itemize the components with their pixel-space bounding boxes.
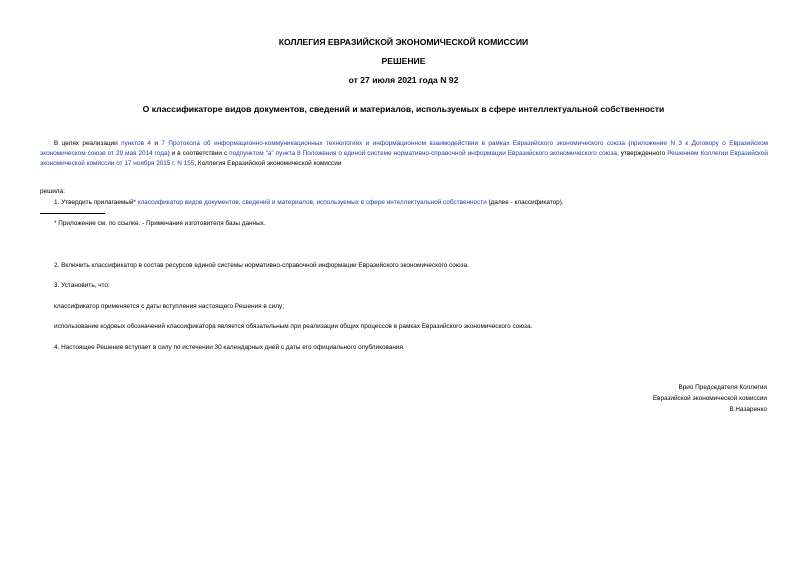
preamble-text: и <box>150 140 162 147</box>
link-decision-155[interactable]: Решением Коллегии Евразийской экономической комиссии от 17 ноября 2015 г. N 155 <box>40 150 769 167</box>
preamble-text: ( <box>625 140 631 147</box>
footnote-divider <box>40 213 105 214</box>
footnote: * Приложение см. по ссылке. - Примечание изготовителя базы данных. <box>54 220 266 227</box>
preamble-text: ) и в соответствии с <box>167 150 230 157</box>
link-treaty-annex-3[interactable]: приложение N 3 к Договору о Евразийском экономическом союзе от 29 мая 2014 года <box>40 140 769 157</box>
item-2: 2. Включить классификатор в состав ресурсов единой системы нормативно-справочной информации Евразийского экономического союза. <box>54 262 469 269</box>
preamble-text: В целях реализации <box>54 140 122 147</box>
signature-organization: Евразийской экономической комиссии <box>652 395 767 402</box>
document-title: О классификаторе видов документов, сведений и материалов, используемых в сфере интеллектуальной собственности <box>142 104 665 114</box>
document-type: РЕШЕНИЕ <box>381 56 426 66</box>
item-1-suffix: (далее - классификатор). <box>486 199 564 206</box>
preamble-text: , Коллегия Евразийской экономической комиссии <box>194 160 342 167</box>
signature-position: Врио Председателя Коллегии <box>678 384 767 391</box>
link-protocol-point-7[interactable]: 7 Протокола об информационно-коммуникационных технологиях и информационном взаимодействии в рамках Евразийского экономического союза <box>161 140 625 147</box>
link-classifier[interactable]: классификатор видов документов, сведений и материалов, используемых в сфере интеллектуальной собственности <box>137 199 487 206</box>
link-regulation-subpoint-a[interactable]: подпунктом "а" пункта 8 Положения о единой системе нормативно-справочной информации Евразийского экономического союза <box>229 150 617 157</box>
item-3-a: классификатор применяется с даты вступления настоящего Решения в силу; <box>54 303 284 310</box>
date-number: от 27 июля 2021 года N 92 <box>348 75 459 85</box>
item-1-prefix: 1. Утвердить прилагаемый* <box>54 199 138 206</box>
preamble-paragraph <box>40 139 768 169</box>
item-3: 3. Установить, что: <box>54 282 110 289</box>
item-3-b: использование кодовых обозначений классификатора является обязательным при реализации общих процессов в рамках Евразийского экономического союза. <box>54 323 533 330</box>
preamble-text: , утвержденного <box>616 150 668 157</box>
decided-label: решила: <box>40 188 65 195</box>
item-1 <box>54 198 564 208</box>
link-protocol-point-4[interactable]: пунктов 4 <box>121 140 151 147</box>
organization-heading: КОЛЛЕГИЯ ЕВРАЗИЙСКОЙ ЭКОНОМИЧЕСКОЙ КОМИССИИ <box>278 37 529 47</box>
item-4: 4. Настоящее Решение вступает в силу по истечении 30 календарных дней с даты его официального опубликования. <box>54 344 405 351</box>
signature-name: В.Назаренко <box>729 406 767 413</box>
